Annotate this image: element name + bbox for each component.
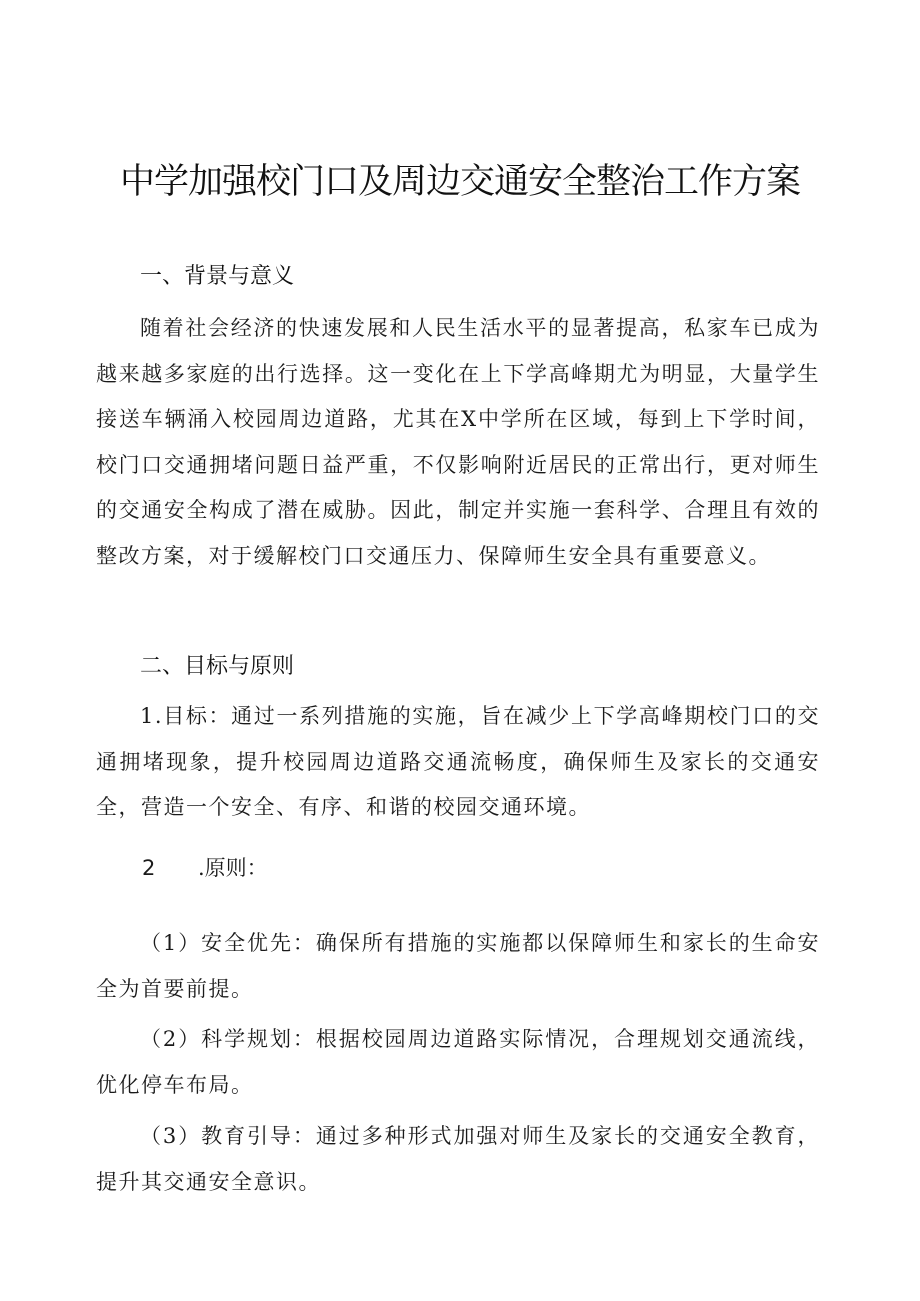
principle-item-safety: （1）安全优先：确保所有措施的实施都以保障师生和家长的生命安全为首要前提。 bbox=[96, 931, 820, 1001]
document-title: 中学加强校门口及周边交通安全整治工作方案 bbox=[119, 162, 800, 202]
principle-number: 2 bbox=[142, 856, 156, 880]
principle-item-planning: （2）科学规划：根据校园周边道路实际情况，合理规划交通流线，优化停车布局。 bbox=[96, 1027, 820, 1097]
principle-label-line bbox=[142, 853, 268, 883]
principle-label: .原则： bbox=[198, 856, 268, 880]
principle-item-education: （3）教育引导：通过多种形式加强对师生及家长的交通安全教育，提升其交通安全意识。 bbox=[96, 1124, 820, 1194]
goal-paragraph: 1.目标：通过一系列措施的实施，旨在减少上下学高峰期校门口的交通拥堵现象，提升校园周边道路交通流畅度，确保师生及家长的交通安全，营造一个安全、有序、和谐的校园交通环境。 bbox=[96, 704, 820, 819]
section-heading-background: 一、背景与意义 bbox=[140, 264, 295, 289]
section-heading-goals: 二、目标与原则 bbox=[140, 654, 295, 679]
background-paragraph: 随着社会经济的快速发展和人民生活水平的显著提高，私家车已成为越来越多家庭的出行选择。这一变化在上下学高峰期尤为明显，大量学生接送车辆涌入校园周边道路，尤其在X中学所在区域，每到上下学时间，校门口交通拥堵问题日益严重，不仅影响附近居民的正常出行，更对师生的交通安全构成了潜在威胁。因此，制定并实施一套科学、合理且有效的整改方案，对于缓解校门口交通压力、保障师生安全具有重要意义。 bbox=[96, 316, 820, 568]
